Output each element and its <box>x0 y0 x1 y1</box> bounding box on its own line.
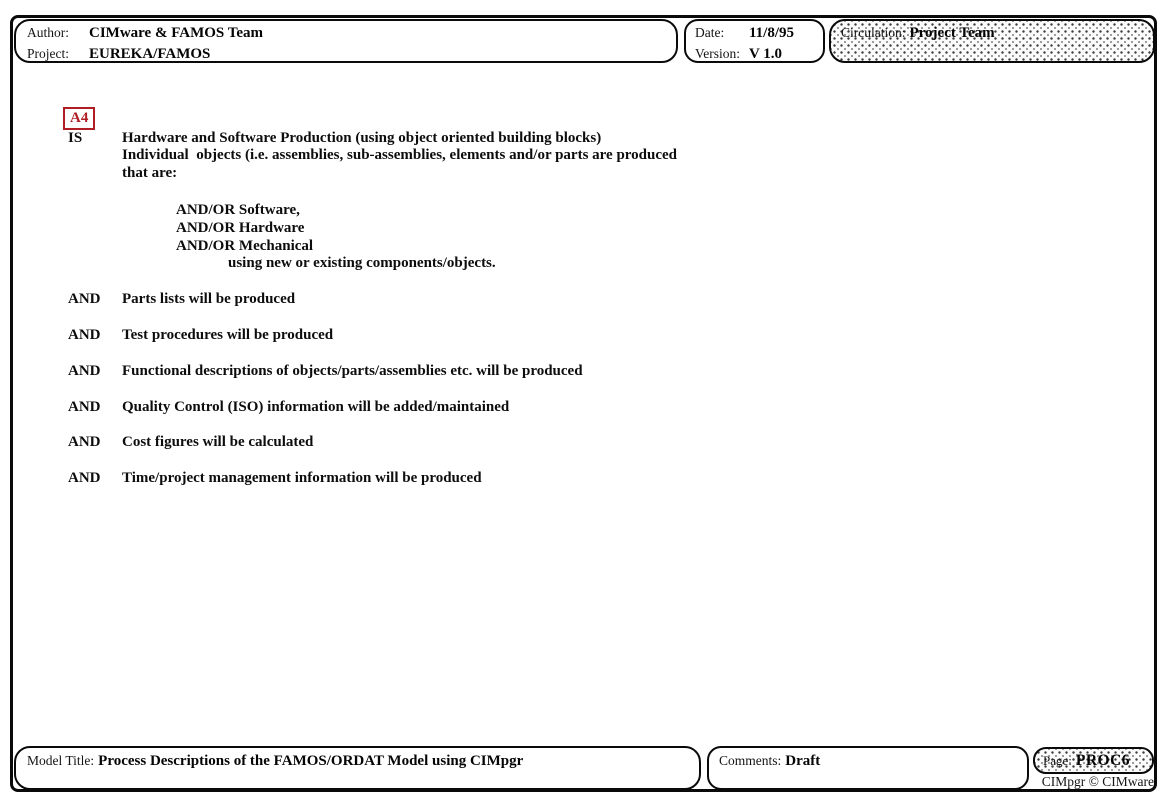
and-keyword: AND <box>68 327 101 343</box>
and-item <box>68 327 333 344</box>
is-description <box>122 130 802 182</box>
version-row <box>695 44 823 65</box>
circulation-box <box>829 19 1155 63</box>
model-title-label: Model Title: <box>27 753 95 768</box>
and-text: Functional descriptions of objects/parts/assemblies etc. will be produced <box>122 363 583 379</box>
and-keyword: AND <box>68 399 101 415</box>
project-value: EUREKA/FAMOS <box>89 45 211 62</box>
page-label: Page: <box>1043 753 1072 768</box>
and-text: Parts lists will be produced <box>122 291 296 307</box>
is-description-line: Individual objects (i.e. assemblies, sub-assemblies, elements and/or parts are produced <box>122 147 678 164</box>
date-value: 11/8/95 <box>749 25 795 41</box>
copyright-text: CIMpgr © CIMware <box>1041 774 1154 789</box>
model-title-row <box>27 752 699 770</box>
and-keyword: AND <box>68 291 101 307</box>
comments-value: Draft <box>785 753 821 769</box>
circulation-label: Circulation: <box>841 25 906 40</box>
and-keyword: AND <box>68 434 101 450</box>
model-title-value: Process Descriptions of the FAMOS/ORDAT Model using CIMpgr <box>98 753 524 769</box>
project-row <box>27 44 676 65</box>
date-row <box>695 23 823 44</box>
and-keyword: AND <box>68 363 101 379</box>
and-item <box>68 434 313 451</box>
is-description-line: Hardware and Software Production (using object oriented building blocks) <box>122 130 602 146</box>
model-title-box <box>14 746 701 790</box>
version-value: V 1.0 <box>749 45 783 62</box>
comments-row <box>719 752 1027 770</box>
version-label: Version: <box>695 45 740 61</box>
is-description-line: that are: <box>122 164 178 181</box>
andor-list <box>176 201 313 255</box>
date-label: Date: <box>695 25 725 40</box>
andor-item: AND/OR Mechanical <box>176 238 314 254</box>
page-value: PROC6 <box>1075 752 1131 769</box>
author-label: Author: <box>27 25 69 40</box>
and-text: Test procedures will be produced <box>122 327 334 343</box>
and-item <box>68 363 583 380</box>
and-text: Quality Control (ISO) information will be added/maintained <box>122 399 510 415</box>
and-text: Cost figures will be calculated <box>122 434 314 450</box>
andor-note: using new or existing components/objects. <box>228 255 496 271</box>
project-label: Project: <box>27 45 69 61</box>
is-keyword: IS <box>68 130 83 146</box>
author-project-box <box>14 19 678 63</box>
and-item <box>68 470 482 487</box>
andor-item: AND/OR Software, <box>176 202 300 218</box>
and-item <box>68 399 509 416</box>
date-version-box <box>684 19 825 63</box>
author-row <box>27 23 676 44</box>
node-id-box: A4 <box>63 107 95 130</box>
and-text: Time/project management information will be produced <box>122 470 482 486</box>
page-number-box <box>1033 747 1154 774</box>
author-value: CIMware & FAMOS Team <box>89 25 264 41</box>
circulation-value: Project Team <box>909 25 995 41</box>
page-row <box>1043 751 1152 770</box>
circulation-row <box>841 24 1153 42</box>
comments-label: Comments: <box>719 753 782 768</box>
andor-item: AND/OR Hardware <box>176 220 305 236</box>
and-item <box>68 291 295 308</box>
and-keyword: AND <box>68 470 101 486</box>
comments-box <box>707 746 1029 790</box>
